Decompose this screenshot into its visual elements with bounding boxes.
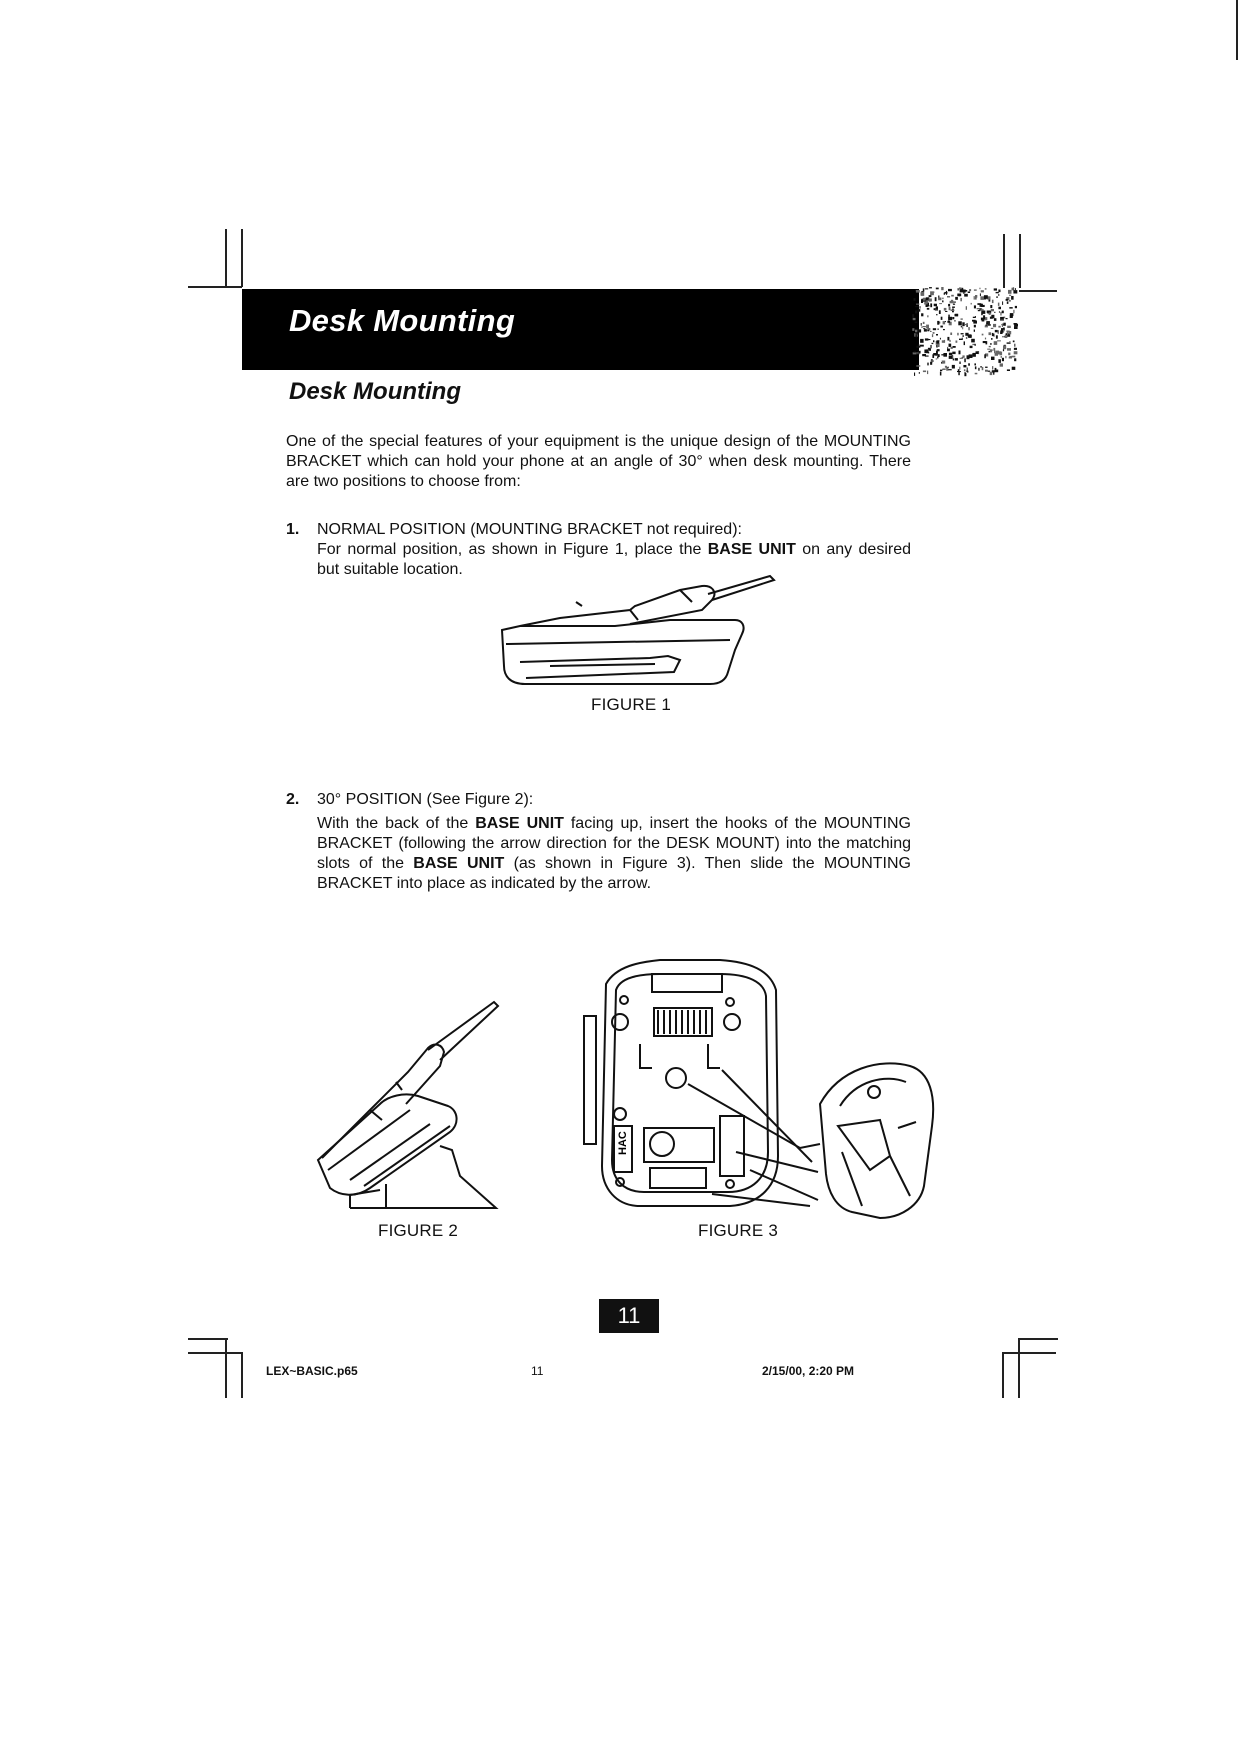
crop-mark xyxy=(188,286,242,288)
item-body-bold: BASE UNIT xyxy=(475,815,564,832)
intro-paragraph: One of the special features of your equipment is the unique design of the MOUNTING BRACKET which can hold your phone at an angle of 30° when desk mounting. There are two positions to choose from: xyxy=(286,433,911,490)
item-body-bold: BASE UNIT xyxy=(707,541,796,558)
item-heading: NORMAL POSITION (MOUNTING BRACKET not required): xyxy=(317,521,742,538)
page-number-box: 11 xyxy=(599,1299,659,1333)
item-heading: 30° POSITION (See Figure 2): xyxy=(317,791,534,808)
item-body-text: facing up, insert the hooks of the MOUNTING BRACKET (following the arrow direction for the DESK MOUNT) into the matching slots of the xyxy=(317,815,911,872)
banner-title: Desk Mounting xyxy=(289,303,516,338)
figure-2-phone-illustration xyxy=(310,1000,510,1215)
item-number: 1. xyxy=(286,521,300,538)
crop-mark xyxy=(1018,1338,1020,1398)
scan-edge-line xyxy=(1236,0,1238,60)
crop-mark xyxy=(1019,234,1021,288)
crop-mark xyxy=(1003,234,1005,288)
crop-mark xyxy=(241,229,243,287)
figure-3-base-bracket-illustration xyxy=(580,956,940,1218)
footer-timestamp: 2/15/00, 2:20 PM xyxy=(762,1364,855,1378)
item-number: 2. xyxy=(286,791,300,808)
item-body-text: For normal position, as shown in Figure 1, place the xyxy=(317,541,708,558)
figure-3-caption: FIGURE 3 xyxy=(698,1221,779,1240)
item-body-text: on any desired but suitable location. xyxy=(317,541,911,578)
footer-page: 11 xyxy=(531,1364,544,1378)
item-body-text: (as shown in Figure 3). Then slide the MOUNTING BRACKET into place as indicated by the arrow. xyxy=(317,855,912,892)
crop-mark xyxy=(1019,290,1057,292)
crop-mark xyxy=(1018,1338,1058,1340)
crop-mark xyxy=(225,1338,227,1398)
crop-mark xyxy=(241,1352,243,1398)
footer-filename: LEX~BASIC.p65 xyxy=(266,1364,358,1378)
item-body xyxy=(317,814,911,894)
crop-mark xyxy=(1002,1352,1056,1354)
crop-mark xyxy=(1002,1352,1004,1398)
section-title: Desk Mounting xyxy=(289,378,461,405)
figure-2-caption: FIGURE 2 xyxy=(378,1221,459,1240)
halftone-pattern xyxy=(912,287,1017,375)
item-body xyxy=(317,540,911,580)
figure-1-caption: FIGURE 1 xyxy=(591,695,672,714)
item-body-text: With the back of the xyxy=(317,815,476,832)
figure-1-phone-illustration xyxy=(480,580,800,705)
crop-mark xyxy=(188,1352,242,1354)
item-body-bold: BASE UNIT xyxy=(413,855,505,872)
crop-mark xyxy=(225,229,227,287)
figure-3-hac-label: HAC xyxy=(617,1131,629,1155)
crop-mark xyxy=(188,1338,228,1340)
